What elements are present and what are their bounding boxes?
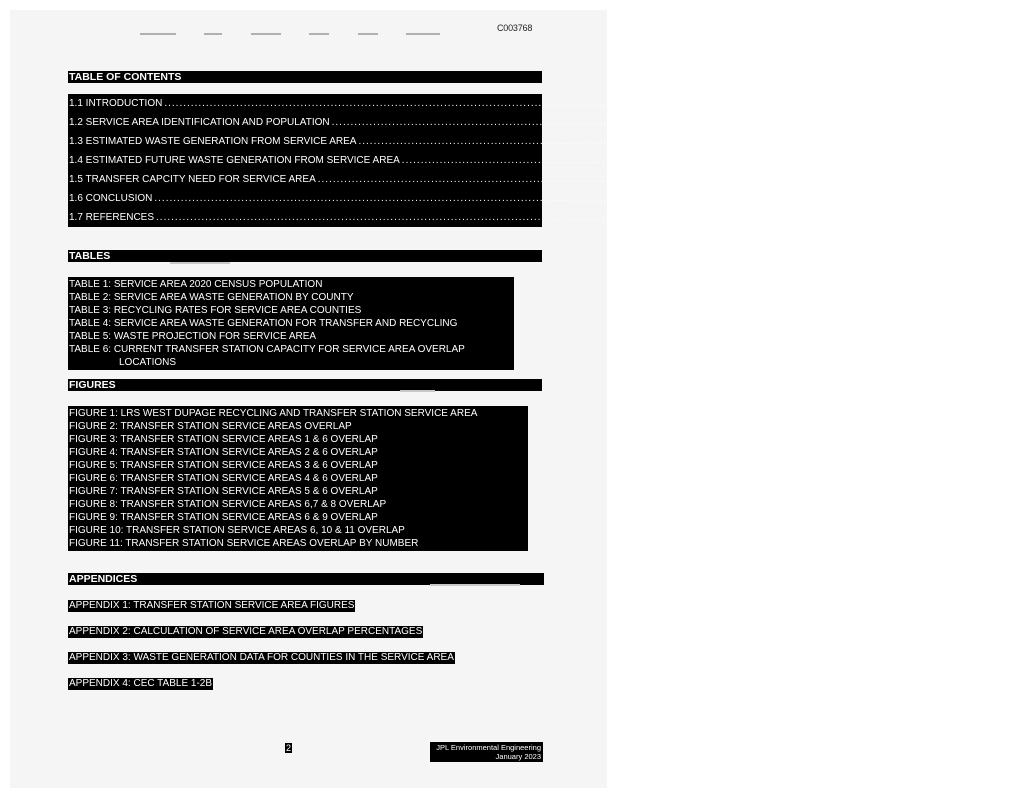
- appendix-entry[interactable]: APPENDIX 1: TRANSFER STATION SERVICE AREA FIGURES: [69, 600, 355, 611]
- figure-entry[interactable]: FIGURE 4: TRANSFER STATION SERVICE AREAS 2 & 6 OVERLAP: [69, 447, 378, 458]
- figure-entry[interactable]: FIGURE 9: TRANSFER STATION SERVICE AREAS 6 & 9 OVERLAP: [69, 512, 378, 523]
- document-id: C003768: [497, 23, 533, 33]
- toc-entry[interactable]: 1.7 REFERENCES ................................................................................................................................................................. 20: [69, 212, 778, 223]
- figures-list: [68, 406, 528, 551]
- figure-entry[interactable]: FIGURE 8: TRANSFER STATION SERVICE AREAS 6,7 & 8 OVERLAP: [69, 499, 387, 510]
- table-entry[interactable]: TABLE 6: CURRENT TRANSFER STATION CAPACITY FOR SERVICE AREA OVERLAP: [69, 344, 465, 355]
- tables-list: [68, 277, 514, 370]
- appendix-entry[interactable]: APPENDIX 3: WASTE GENERATION DATA FOR COUNTIES IN THE SERVICE AREA: [69, 652, 454, 663]
- toc-entry[interactable]: 1.5 TRANSFER CAPCITY NEED FOR SERVICE AREA ................................................................................................................................................................. 11: [69, 174, 939, 185]
- appendices-heading: APPENDICES: [68, 573, 544, 585]
- table-entry[interactable]: TABLE 4: SERVICE AREA WASTE GENERATION FOR TRANSFER AND RECYCLING: [69, 318, 458, 329]
- redacted-header-strip: [140, 33, 440, 36]
- figure-entry[interactable]: FIGURE 10: TRANSFER STATION SERVICE AREAS 6, 10 & 11 OVERLAP: [69, 525, 405, 536]
- toc-entry[interactable]: 1.4 ESTIMATED FUTURE WASTE GENERATION FROM SERVICE AREA ................................................................................................................................................................. 10: [69, 155, 1023, 166]
- figure-entry[interactable]: FIGURE 11: TRANSFER STATION SERVICE AREAS OVERLAP BY NUMBER: [69, 538, 419, 549]
- figure-entry[interactable]: FIGURE 3: TRANSFER STATION SERVICE AREAS 1 & 6 OVERLAP: [69, 434, 378, 445]
- footer-company: JPL Environmental Engineering: [436, 743, 541, 752]
- figure-entry[interactable]: FIGURE 2: TRANSFER STATION SERVICE AREAS OVERLAP: [69, 421, 352, 432]
- figure-entry[interactable]: FIGURE 7: TRANSFER STATION SERVICE AREAS 5 & 6 OVERLAP: [69, 486, 378, 497]
- toc-entry[interactable]: 1.3 ESTIMATED WASTE GENERATION FROM SERVICE AREA ................................................................................................................................................................. 7: [69, 136, 975, 147]
- figures-heading: FIGURES: [68, 379, 542, 391]
- toc-entry[interactable]: 1.6 CONCLUSION ................................................................................................................................................................. 18: [69, 193, 776, 204]
- figure-entry[interactable]: FIGURE 5: TRANSFER STATION SERVICE AREAS 3 & 6 OVERLAP: [69, 460, 378, 471]
- table-entry[interactable]: TABLE 3: RECYCLING RATES FOR SERVICE AREA COUNTIES: [69, 305, 362, 316]
- toc-heading: TABLE OF CONTENTS: [68, 71, 542, 83]
- figure-entry[interactable]: FIGURE 1: LRS WEST DUPAGE RECYCLING AND TRANSFER STATION SERVICE AREA: [69, 408, 478, 419]
- figure-entry[interactable]: FIGURE 6: TRANSFER STATION SERVICE AREAS 4 & 6 OVERLAP: [69, 473, 378, 484]
- table-entry[interactable]: TABLE 1: SERVICE AREA 2020 CENSUS POPULATION: [69, 279, 323, 290]
- toc-list: [68, 94, 1023, 227]
- scan-artifact: [430, 584, 520, 586]
- page-number: 2: [286, 743, 292, 753]
- appendix-entry[interactable]: APPENDIX 4: CEC TABLE 1-2B: [69, 678, 213, 689]
- tables-heading: TABLES: [68, 250, 542, 262]
- footer-block: [430, 742, 543, 762]
- table-entry[interactable]: TABLE 5: WASTE PROJECTION FOR SERVICE AREA: [69, 331, 317, 342]
- scan-artifact: [400, 390, 435, 392]
- appendix-entry[interactable]: APPENDIX 2: CALCULATION OF SERVICE AREA OVERLAP PERCENTAGES: [69, 626, 423, 637]
- table-entry-continuation[interactable]: LOCATIONS: [119, 357, 177, 368]
- footer-date: January 2023: [495, 752, 541, 761]
- table-entry[interactable]: TABLE 2: SERVICE AREA WASTE GENERATION BY COUNTY: [69, 292, 354, 303]
- toc-entry[interactable]: 1.2 SERVICE AREA IDENTIFICATION AND POPULATION ................................................................................................................................................................. 6: [69, 117, 948, 128]
- toc-entry[interactable]: 1.1 INTRODUCTION ................................................................................................................................................................. 4: [69, 98, 781, 109]
- scan-artifact: [170, 262, 230, 264]
